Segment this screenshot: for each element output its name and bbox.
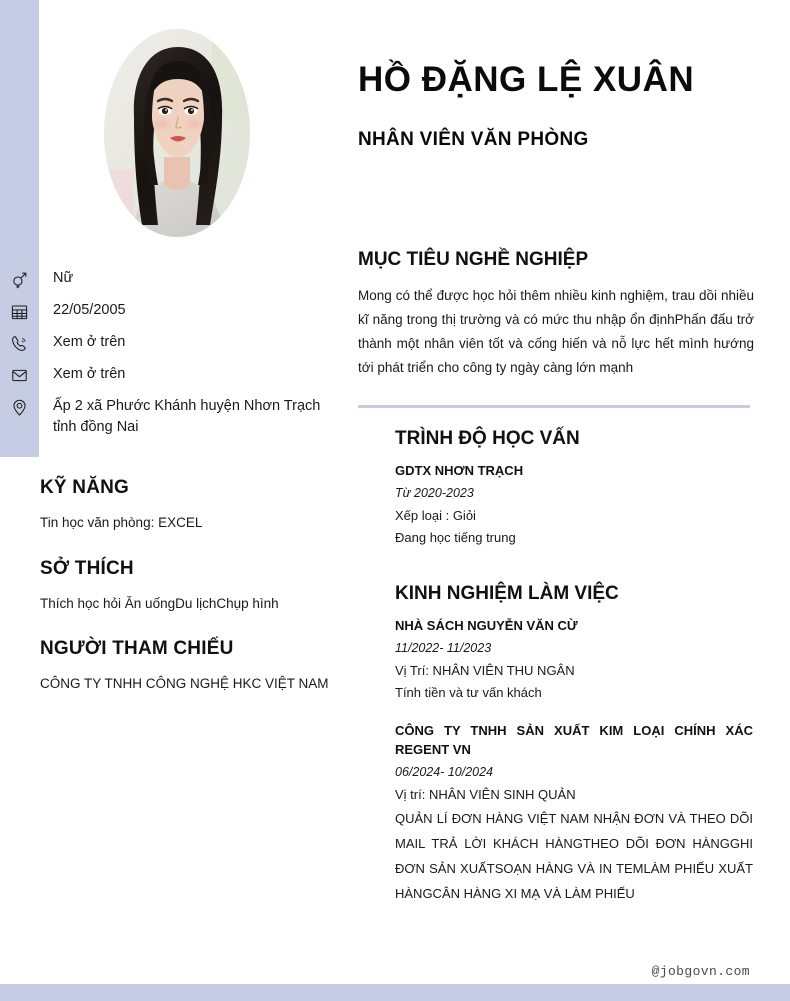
education-note: Đang học tiếng trung bbox=[395, 530, 516, 545]
experience-org: NHÀ SÁCH NGUYỄN VĂN CỪ bbox=[395, 618, 578, 633]
experience-date: 06/2024- 10/2024 bbox=[395, 765, 494, 779]
experience-description: Tính tiền và tư vấn khách bbox=[395, 685, 542, 700]
section-skills bbox=[40, 477, 340, 534]
contact-row-email bbox=[0, 364, 345, 396]
education-entry bbox=[395, 461, 753, 549]
experience-description: QUẢN LÍ ĐƠN HÀNG VIỆT NAM NHẬN ĐƠN VÀ THEO DÕI MAIL TRẢ LỜI KHÁCH HÀNGTHEO DÕI ĐƠN HÀNGGHI ĐƠN SẢN XUẤTSOẠN HÀNG VÀ IN TEMLÀM PHIẾU XUẤT HÀNGCÂN HÀNG XI MẠ VÀ LÀM PHIẾU bbox=[395, 811, 753, 901]
hobbies-body: Thích học hỏi Ăn uốngDu lịchChụp hình bbox=[40, 596, 279, 611]
experience-org: CÔNG TY TNHH SẢN XUẤT KIM LOẠI CHÍNH XÁC REGENT VN bbox=[395, 723, 753, 757]
education-grade: Xếp loại : Giỏi bbox=[395, 508, 476, 523]
education-heading: TRÌNH ĐỘ HỌC VẤN bbox=[395, 428, 580, 449]
experience-heading: KINH NGHIỆM LÀM VIỆC bbox=[395, 583, 619, 604]
phone-icon bbox=[0, 332, 39, 353]
contact-row-phone bbox=[0, 332, 345, 364]
contact-row-address bbox=[0, 396, 345, 438]
watermark: @jobgovn.com bbox=[651, 964, 750, 979]
experience-date: 11/2022- 11/2023 bbox=[395, 641, 492, 655]
page-title: HỒ ĐẶNG LỆ XUÂN bbox=[358, 60, 695, 99]
skills-body: Tin học văn phòng: EXCEL bbox=[40, 515, 203, 530]
objective-body: Mong có thể được học hỏi thêm nhiều kinh nghiệm, trau dồi nhiều kĩ năng trong thị trường và có mức thu nhập ổn địnhPhấn đấu trở thành một nhân viên tốt và cống hiến và nỗ lực hết mình hướng tới phát triển cho công ty ngày càng lớn mạnh bbox=[358, 288, 754, 375]
reference-heading: NGƯỜI THAM CHIẾU bbox=[40, 638, 234, 659]
reference-body: CÔNG TY TNHH CÔNG NGHỆ HKC VIỆT NAM bbox=[40, 676, 329, 691]
objective-heading: MỤC TIÊU NGHỀ NGHIỆP bbox=[358, 249, 589, 270]
calendar-icon bbox=[0, 300, 39, 321]
experience-entry bbox=[395, 721, 753, 906]
job-title: NHÂN VIÊN VĂN PHÒNG bbox=[358, 129, 589, 150]
email-icon bbox=[0, 364, 39, 385]
experience-position: Vị trí: NHÂN VIÊN SINH QUẢN bbox=[395, 787, 576, 802]
contact-value-email: Xem ở trên bbox=[53, 366, 126, 382]
contact-row-gender bbox=[0, 268, 345, 300]
education-org: GDTX NHƠN TRẠCH bbox=[395, 463, 524, 478]
gender-icon bbox=[0, 268, 39, 289]
decorative-bottom-band bbox=[0, 984, 790, 1001]
skills-heading: KỸ NĂNG bbox=[40, 477, 130, 498]
contact-value-phone: Xem ở trên bbox=[53, 334, 126, 350]
section-education bbox=[395, 428, 753, 549]
contact-value-address: Ấp 2 xã Phước Khánh huyện Nhơn Trạch tỉnh đồng Nai bbox=[53, 398, 321, 435]
education-date: Từ 2020-2023 bbox=[395, 486, 474, 500]
avatar bbox=[104, 29, 250, 237]
section-divider bbox=[358, 405, 750, 408]
contact-value-gender: Nữ bbox=[53, 270, 74, 286]
location-icon bbox=[0, 396, 39, 417]
contact-list bbox=[0, 268, 345, 438]
section-reference bbox=[40, 638, 340, 695]
contact-value-birthdate: 22/05/2005 bbox=[53, 302, 126, 318]
section-objective bbox=[358, 249, 754, 380]
portrait-photo bbox=[104, 29, 250, 237]
experience-position: Vị Trí: NHÂN VIÊN THU NGÂN bbox=[395, 663, 575, 678]
contact-row-birthdate bbox=[0, 300, 345, 332]
section-hobbies bbox=[40, 558, 340, 615]
section-experience bbox=[395, 583, 753, 906]
experience-entry bbox=[395, 616, 753, 704]
hobbies-heading: SỞ THÍCH bbox=[40, 558, 134, 579]
